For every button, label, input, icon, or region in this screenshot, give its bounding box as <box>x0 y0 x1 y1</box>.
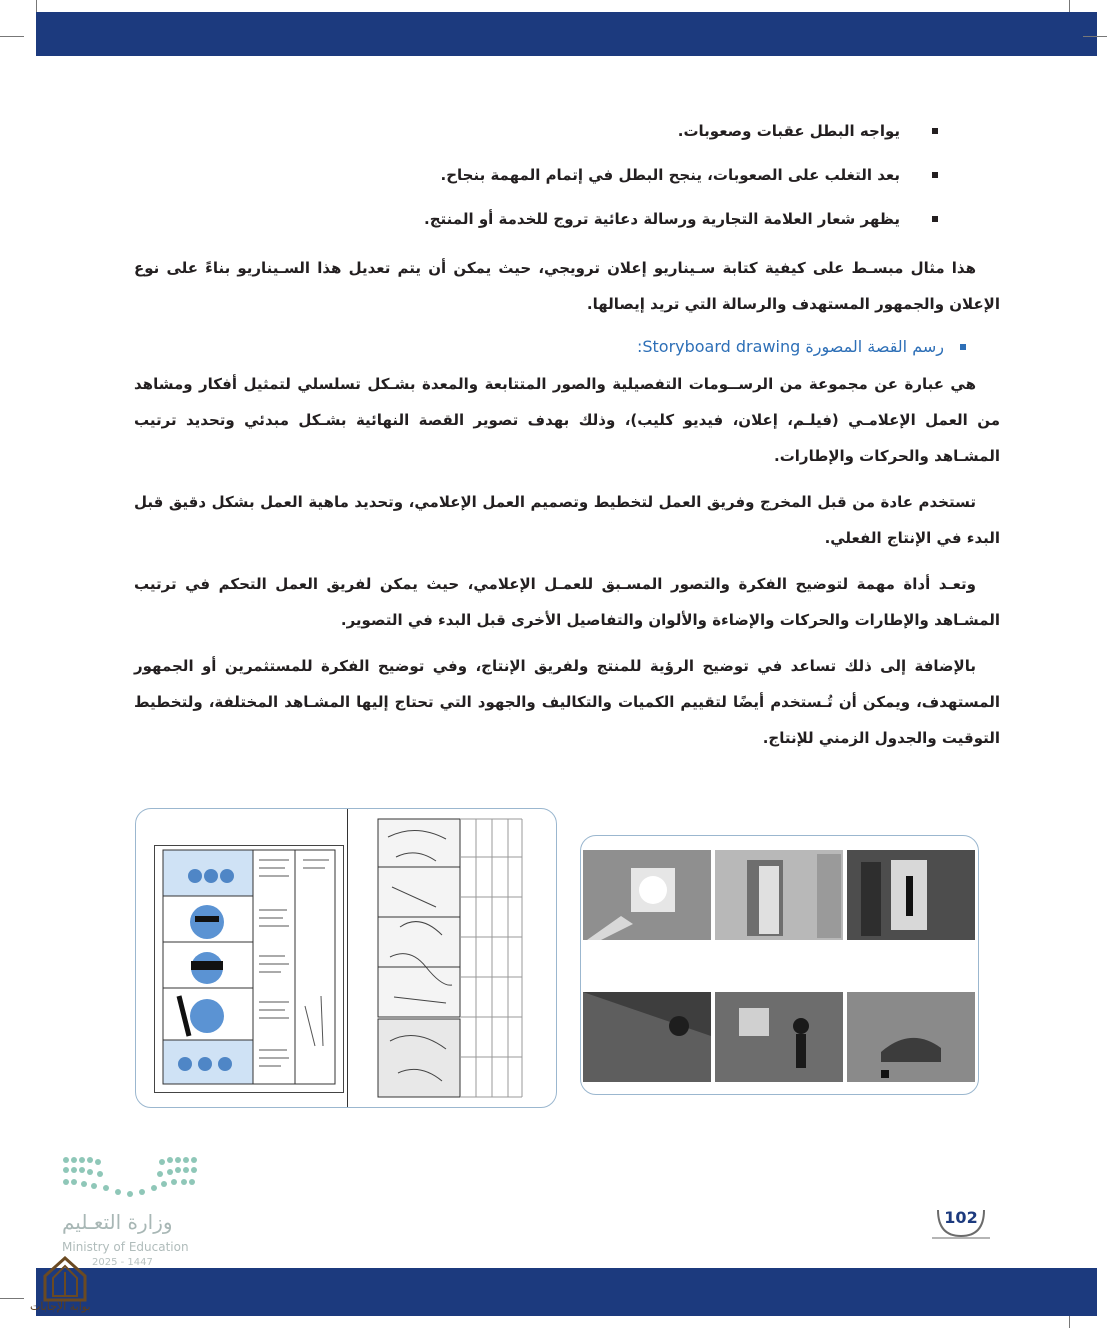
crop-mark <box>36 0 37 12</box>
bottom-banner <box>36 1268 1097 1316</box>
bullet-item: يواجه البطل عقبات وصعوبات. <box>134 118 1000 144</box>
crop-mark <box>0 36 24 37</box>
crop-mark <box>1083 36 1107 37</box>
crop-mark <box>1069 0 1070 12</box>
figure-divider <box>347 809 348 1107</box>
storyboard-sheet-drawing <box>155 846 343 1092</box>
storyboard-sheet <box>154 845 344 1093</box>
ministry-name-english: Ministry of Education <box>62 1240 189 1254</box>
storyboard-sheet <box>376 817 524 1099</box>
page-number: 102 <box>944 1208 978 1227</box>
page-content <box>134 118 1000 766</box>
top-banner <box>36 12 1097 56</box>
bullet-item: يظهر شعار العلامة التجارية ورسالة دعائية تروج للخدمة أو المنتج. <box>134 206 1000 232</box>
ministry-name-arabic: وزارة التعـليم <box>62 1210 173 1234</box>
watermark-text: بوابة الإجابات <box>30 1300 91 1313</box>
storyboard-photo-figure <box>580 835 979 1095</box>
paragraph: بالإضافة إلى ذلك تساعد في توضيح الرؤية للمنتج ولفريق الإنتاج، وفي توضيح الفكرة للمستثمرين أو الجمهور المستهدف، ويمكن أن تُـستخدم أيضًا لتقييم الكميات والتكاليف والجهود التي تحتاج إليها المشـاهد المختلفة، ولتخطيط التوقيت والجدول الزمني للإنتاج. <box>134 657 1000 747</box>
crop-mark <box>1069 1316 1070 1328</box>
storyboard-frames <box>581 836 978 1094</box>
paragraph: تستخدم عادة من قبل المخرج وفريق العمل لتخطيط وتصميم العمل الإعلامي، وتحديد ماهية العمل بشكل دقيق قبل البدء في الإنتاج الفعلي. <box>134 493 1000 547</box>
paragraph: وتعـد أداة مهمة لتوضيح الفكرة والتصور المسـبق للعمـل الإعلامي، حيث يمكن لفريق العمل التحكم في ترتيب المشـاهد والإطارات والحركات والإضاءة والألوان والتفاصيل الأخرى قبل البدء في التصوير. <box>134 575 1000 629</box>
intro-paragraph: هذا مثال مبسـط على كيفية كتابة سـيناريو إعلان ترويجي، حيث يمكن أن يتم تعديل هذا السـيناريو بناءً على نوع الإعلان والجمهور المستهدف والرسالة التي تريد إيصالها. <box>134 259 1000 313</box>
ministry-logo-icon <box>62 1154 198 1200</box>
section-heading: رسم القصة المصورة Storyboard drawing: <box>134 332 1000 362</box>
ministry-year: 2025 - 1447 <box>92 1257 153 1268</box>
storyboard-sketch-figure <box>135 808 557 1108</box>
paragraph: هي عبارة عن مجموعة من الرســومات التفصيلية والصور المتتابعة والمعدة بشـكل تسلسلي لتمثيل أفكار ومشاهد من العمل الإعلامـي (فيلـم، إعلان، فيديو كليب)، وذلك بهدف تصوير القصة النهائية بشـكل مبدئي وتحديد ترتيب المشـاهد والحركات والإطارات. <box>134 375 1000 465</box>
bullet-item: بعد التغلب على الصعوبات، ينجح البطل في إتمام المهمة بنجاح. <box>134 162 1000 188</box>
crop-mark <box>0 1298 24 1299</box>
manga-storyboard-drawing <box>376 817 524 1099</box>
